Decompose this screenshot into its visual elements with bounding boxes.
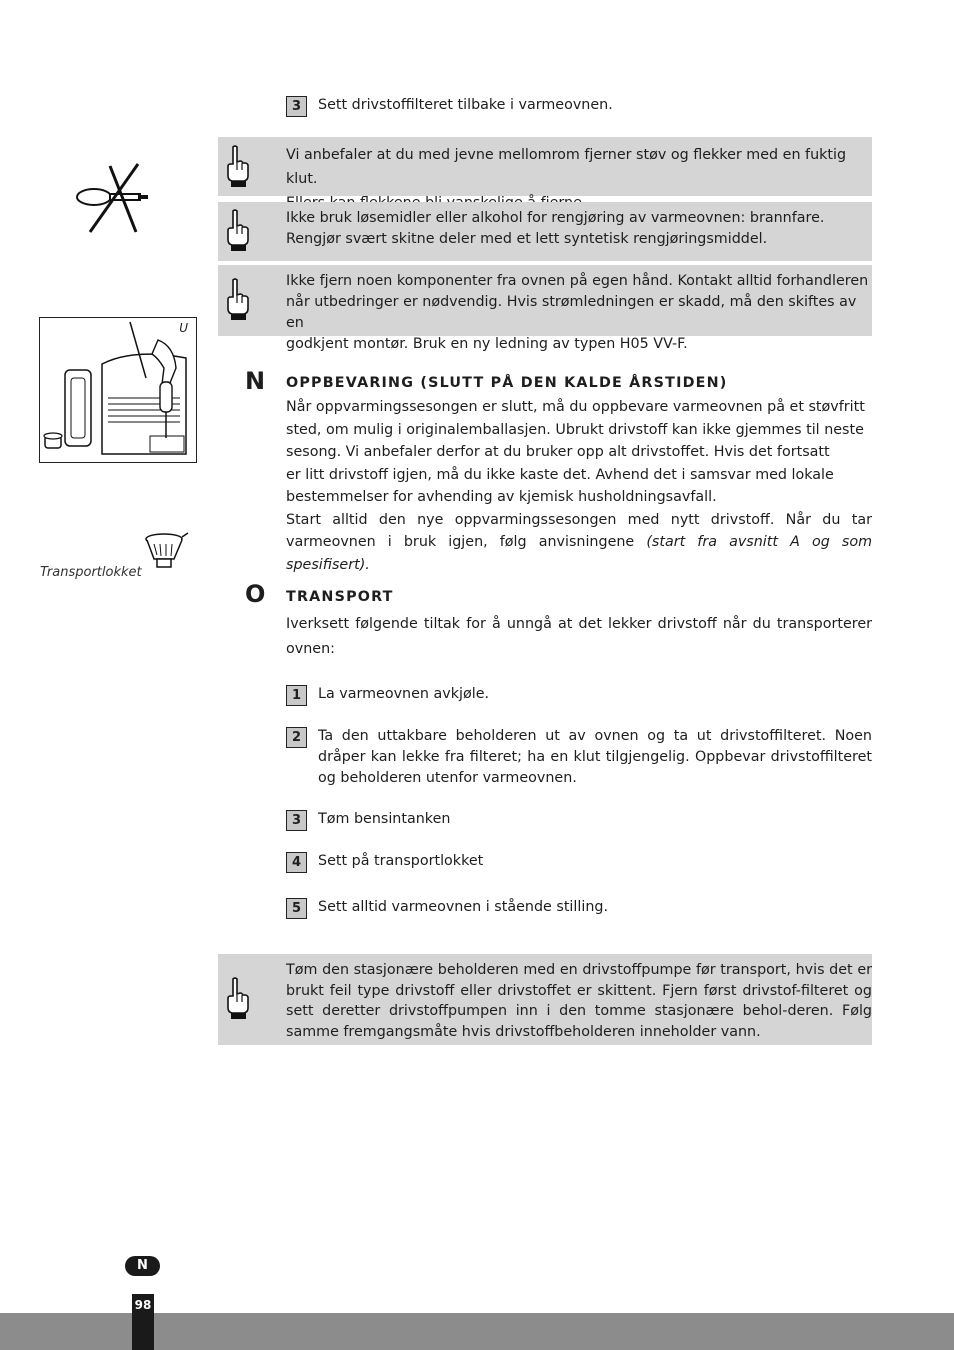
- section-letter: O: [245, 580, 266, 608]
- figure-label: U: [179, 321, 188, 335]
- body-reference: (start fra avsnitt A og som spesifisert).: [286, 534, 872, 573]
- step-text: Sett på transportlokket: [318, 853, 484, 869]
- note-line: Ikke bruk løsemidler eller alkohol for rengjøring av varmeovnen: brannfare.: [286, 210, 825, 226]
- note-line: godkjent montør. Bruk en ny ledning av typen H05 VV-F.: [286, 336, 688, 352]
- step-number-box: 5: [286, 898, 307, 919]
- step-text: La varmeovnen avkjøle.: [318, 686, 490, 702]
- step-number-box: 3: [286, 96, 307, 117]
- pointing-hand-icon: [222, 208, 252, 252]
- section-body: [286, 396, 872, 576]
- note-text: Tøm den stasjonære beholderen med en drivstoffpumpe før transport, hvis det er brukt feil type drivstoff eller drivstoffet er skittent. Fjern først drivstof-filteret og sett deretter drivstoffpumpen inn i den tomme stasjonære behol-deren. Følg samme fremgangsmåte hvis drivstoffbeholderen inneholder vann.: [286, 962, 872, 1041]
- pointing-hand-icon: [222, 277, 252, 321]
- pointing-hand-icon: [222, 144, 252, 188]
- body-line: Når oppvarmingssesongen er slutt, må du oppbevare varmeovnen på et støvfritt: [286, 399, 865, 415]
- note-line: Vi anbefaler at du med jevne mellomrom fjerner støv og flekker med en fuktig klut.: [286, 147, 847, 187]
- language-badge: N: [125, 1256, 160, 1276]
- heater-drawing: [40, 318, 196, 462]
- step-text: Sett alltid varmeovnen i stående stilling.: [318, 899, 609, 915]
- note-box: [218, 954, 872, 1045]
- section-heading: TRANSPORT: [286, 589, 394, 605]
- section-letter: N: [245, 367, 266, 395]
- body-paragraph: [286, 509, 872, 577]
- transport-cap-icon: [142, 531, 190, 569]
- note-line: når utbedringer er nødvendig. Hvis strømledningen er skadd, må den skiftes av en: [286, 294, 857, 331]
- step-text: Sett drivstoffilteret tilbake i varmeovnen.: [318, 97, 613, 113]
- note-box: [218, 265, 872, 352]
- page-number: 98: [134, 1298, 152, 1312]
- note-line: Ikke fjern noen komponenter fra ovnen på egen hånd. Kontakt alltid forhandleren: [286, 273, 869, 289]
- body-line: sted, om mulig i originalemballasjen. Ubrukt drivstoff kan ikke gjemmes til neste: [286, 421, 864, 438]
- section-heading: OPPBEVARING (SLUTT PÅ DEN KALDE ÅRSTIDEN): [286, 375, 728, 391]
- note-line: Rengjør svært skitne deler med et lett syntetisk rengjøringsmiddel.: [286, 231, 768, 247]
- step-text: Tøm bensintanken: [318, 811, 451, 827]
- no-screwdriver-icon: [72, 160, 156, 234]
- note-box: [218, 202, 872, 261]
- pointing-hand-icon: [222, 976, 252, 1020]
- heater-illustration: [39, 317, 197, 463]
- step-number-box: 3: [286, 810, 307, 831]
- section-intro: Iverksett følgende tiltak for å unngå at det lekker drivstoff når du transporterer ovnen:: [286, 616, 872, 657]
- body-line: sesong. Vi anbefaler derfor at du bruker opp alt drivstoffet. Hvis det fortsatt: [286, 444, 830, 460]
- body-paragraph-text: Start alltid den nye oppvarmingssesongen med nytt drivstoff. Når du tar varmeovnen i bruk igjen, følg anvisningene: [286, 511, 872, 550]
- step-number-box: 2: [286, 727, 307, 748]
- step-text: Ta den uttakbare beholderen ut av ovnen og ta ut drivstoffilteret. Noen dråper kan lekke fra filteret; ha en klut tilgjengelig. Oppbevar drivstoffilteret og beholderen utenfor varmeovnen.: [318, 728, 872, 786]
- body-line: bestemmelser for avhending av kjemisk husholdningsavfall.: [286, 489, 717, 505]
- body-line: er litt drivstoff igjen, må du ikke kaste det. Avhend det i samsvar med lokale: [286, 466, 834, 483]
- note-box: [218, 137, 872, 196]
- step-number-box: 4: [286, 852, 307, 873]
- step-number-box: 1: [286, 685, 307, 706]
- transport-cap-caption: Transportlokket: [40, 565, 142, 580]
